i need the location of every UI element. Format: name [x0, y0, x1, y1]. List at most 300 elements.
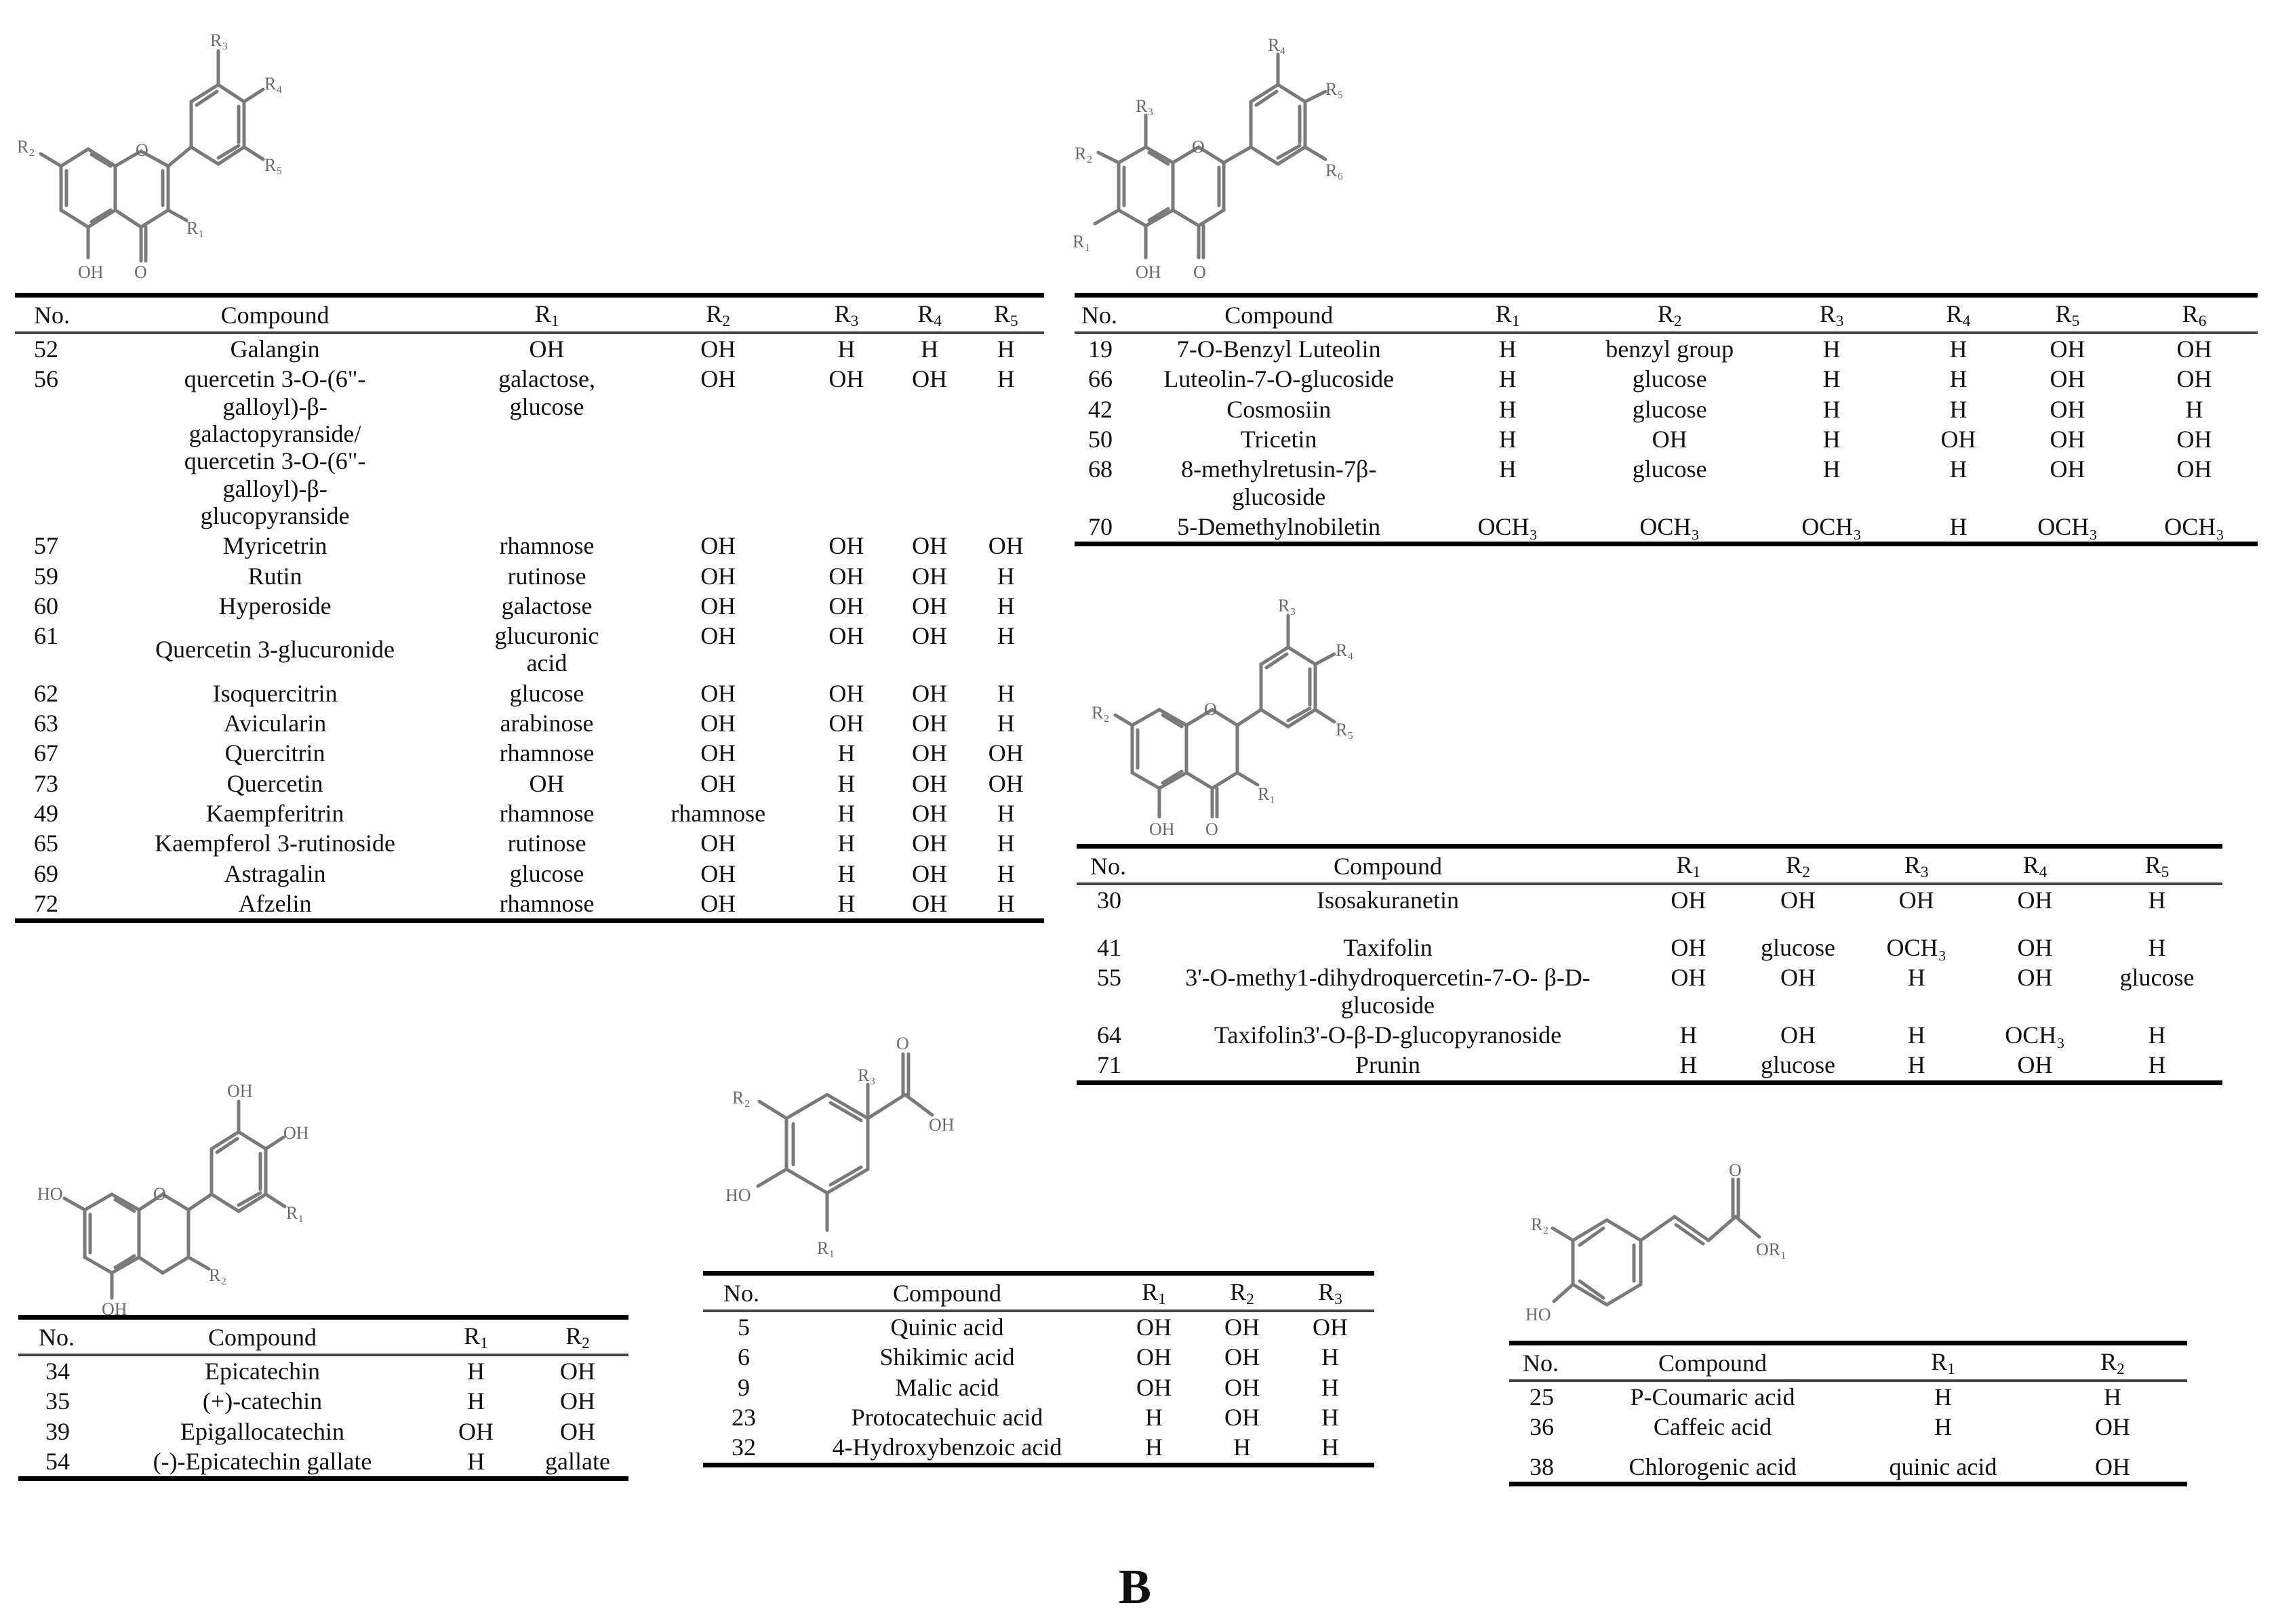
cell-compound: Astragalin [224, 859, 326, 887]
cell-r2: OH [700, 830, 736, 857]
cell-compound: Tricetin [1240, 425, 1317, 453]
table-row [1509, 1381, 2187, 1412]
cell-r6: OH [2176, 455, 2212, 483]
header-compound: Compound [1333, 852, 1442, 880]
cell-r5: OH [2050, 395, 2085, 423]
ring-oxygen-label: O [1192, 137, 1205, 157]
figure-label: B [1119, 1560, 1152, 1614]
table-header-row [703, 1274, 1374, 1312]
header-no: No. [1090, 852, 1126, 880]
cell-no: 62 [34, 679, 58, 707]
r1-label: R₁ [286, 1203, 304, 1223]
cell-no: 32 [732, 1434, 756, 1461]
cell-r2: OCH₃ [1639, 512, 1700, 540]
cell-r4: H [1949, 395, 1967, 423]
cell-no: 67 [34, 739, 58, 767]
table-header-row [1075, 296, 2258, 333]
flavanone-table [1077, 844, 2222, 1085]
cell-r1: H [1679, 1021, 1698, 1049]
or1-label: OR₁ [1756, 1240, 1787, 1259]
cell-r6: OH [2176, 425, 2212, 453]
header-r2: $R_2$ [1230, 1278, 1254, 1308]
catechin-table [18, 1315, 628, 1481]
cell-compound: Shikimic acid [879, 1343, 1015, 1371]
cell-r4: OH [912, 679, 948, 707]
cell-compound: Chlorogenic acid [1628, 1453, 1797, 1480]
cell-r2: OH [1224, 1343, 1260, 1371]
cell-r3: H [1321, 1403, 1339, 1431]
header-r1: $R_1$ [534, 300, 559, 330]
cell-r1: galactose [501, 592, 593, 620]
cell-r4: OH [912, 889, 948, 917]
table-row [1075, 424, 2258, 454]
table-row [1509, 1412, 2187, 1442]
cell-r5: H [997, 592, 1015, 620]
cell-r2: glucose [1761, 1051, 1836, 1079]
cell-r1: rutinose [507, 562, 586, 590]
cell-r3: H [1321, 1373, 1339, 1401]
table-row [1075, 364, 2258, 394]
cell-r6: OH [2176, 336, 2212, 363]
table-row [1075, 394, 2258, 424]
oh-para-label: OH [283, 1123, 309, 1143]
table-header-row [15, 296, 1044, 333]
cell-no: 65 [34, 830, 58, 857]
r2-label: R₂ [209, 1265, 227, 1285]
cell-compound: Rutin [247, 562, 302, 590]
cell-no: 60 [34, 592, 58, 620]
header-no: No. [723, 1279, 759, 1307]
cell-r5: H [997, 679, 1015, 707]
cell-no: 23 [732, 1403, 756, 1431]
cell-r2: glucose [1632, 365, 1707, 393]
oh-top-label: OH [227, 1081, 253, 1101]
cell-r2: H [1233, 1434, 1251, 1461]
r4-label: R₄ [1336, 641, 1354, 660]
cell-r4: OH [912, 622, 948, 650]
cell-r1: OH [529, 769, 565, 797]
cell-r2: glucose [1761, 934, 1836, 962]
cell-r3: H [1822, 395, 1841, 423]
cell-compound: Quercitrin [224, 739, 325, 767]
cell-r1: arabinose [500, 710, 594, 737]
cell-r2: H [2104, 1383, 2121, 1411]
header-r1: $R_1$ [464, 1322, 488, 1352]
table-row [15, 769, 1044, 798]
cell-r4: OH [912, 769, 948, 797]
table-row [703, 1402, 1374, 1432]
cell-no: 71 [1097, 1051, 1121, 1079]
header-r4: $R_4$ [1946, 300, 1971, 330]
cell-no: 52 [34, 336, 58, 363]
header-r5: $R_5$ [2144, 851, 2170, 881]
cell-r1: H [1145, 1434, 1163, 1461]
r1-label: R₁ [1073, 232, 1091, 251]
cell-r1: OCH₃ [1477, 512, 1538, 540]
cell-no: 64 [1097, 1021, 1121, 1049]
cell-r5: H [997, 622, 1015, 650]
cell-r1: H [1498, 455, 1517, 483]
r1-label: R₁ [1258, 784, 1276, 804]
catechin-structure [20, 1044, 427, 1315]
table-row [15, 621, 1044, 678]
cell-r6: OCH₃ [2164, 512, 2224, 540]
keto-oxygen-label: O [1193, 262, 1206, 282]
cell-no: 68 [1088, 455, 1113, 483]
cell-r1: H [1679, 1051, 1698, 1079]
cell-no: 35 [45, 1387, 70, 1415]
flavanone-skeleton-icon [1085, 583, 1464, 840]
table-row [1077, 962, 2222, 1020]
r4-label: R₄ [1268, 35, 1286, 55]
cell-compound: Isoquercitrin [212, 679, 338, 707]
cell-r1: H [467, 1387, 485, 1415]
ho-label: HO [725, 1185, 751, 1205]
table-row [703, 1342, 1374, 1372]
cell-compound: Galangin [230, 336, 320, 363]
cell-r2: benzyl group [1605, 336, 1734, 363]
cell-compound: Cosmosiin [1226, 395, 1332, 423]
cell-r5: H [997, 562, 1015, 590]
r3-label: R₃ [210, 31, 228, 50]
cell-r5: OH [2050, 336, 2085, 363]
cell-r2: rhamnose [671, 800, 766, 828]
cell-compound: Caffeic acid [1653, 1413, 1772, 1441]
flavonol-table [15, 293, 1044, 923]
cell-r2: OH [700, 679, 736, 707]
table-row [15, 591, 1044, 621]
header-r3: $R_3$ [834, 300, 859, 330]
cell-r2: OH [700, 365, 736, 393]
flavonol-structure [14, 14, 366, 285]
header-r3: $R_3$ [1819, 300, 1844, 330]
cell-no: 36 [1530, 1413, 1554, 1441]
r2-label: R₂ [1092, 703, 1110, 723]
table-row [1075, 512, 2258, 544]
cell-r5: OH [2050, 365, 2085, 393]
cell-r2: OH [700, 532, 736, 560]
flavone-structure [1064, 14, 1485, 285]
cell-r2: OH [700, 562, 736, 590]
cell-r1: rhamnose [499, 532, 595, 560]
table-header-row [1077, 847, 2222, 885]
cell-r2: OH [700, 592, 736, 620]
cell-r4: OH [912, 562, 948, 590]
cell-r3: H [1321, 1343, 1339, 1371]
header-compound: Compound [1224, 301, 1334, 329]
header-r2: $R_2$ [706, 300, 731, 330]
cell-r1: H [1145, 1403, 1163, 1431]
cell-compound: Luteolin-7-O-glucoside [1163, 365, 1395, 393]
cell-r2: OH [1780, 887, 1816, 914]
table-row [703, 1432, 1374, 1465]
cell-r2: OH [560, 1387, 595, 1415]
cell-compound: Quercetin [226, 769, 323, 797]
cell-r5: H [997, 800, 1015, 828]
r5-label: R₅ [1336, 720, 1354, 739]
flavonol-skeleton-icon [14, 14, 366, 285]
keto-oxygen-label: O [1205, 819, 1218, 839]
header-r1: $R_1$ [1495, 300, 1520, 330]
cell-no: 54 [45, 1447, 70, 1475]
table-row [15, 333, 1044, 364]
r6-label: R₆ [1325, 161, 1344, 180]
carbonyl-oxygen-label: O [896, 1034, 909, 1053]
table-row [15, 678, 1044, 708]
header-r5: $R_5$ [993, 300, 1018, 330]
catechin-skeleton-icon [20, 1044, 427, 1315]
cell-r5: H [2148, 887, 2166, 914]
cell-r1: glucuronic acid [494, 622, 599, 677]
header-r1: $R_1$ [1676, 851, 1701, 881]
cell-compound: Quercetin 3-glucuronide [155, 636, 395, 664]
cell-r3: H [837, 336, 856, 363]
cell-r2: OH [560, 1417, 595, 1445]
cell-r4: OH [1940, 425, 1976, 453]
cell-r2: OH [1780, 1021, 1816, 1049]
cell-r3: OH [1313, 1314, 1348, 1341]
cell-r3: H [1907, 1051, 1925, 1079]
cell-r4: OH [912, 592, 948, 620]
cell-r2: OH [700, 889, 736, 917]
cell-r3: OH [828, 592, 864, 620]
cell-compound: Taxifolin3'-O-β-D-glucopyranoside [1214, 1021, 1562, 1049]
cell-r4: OH [912, 710, 948, 737]
oh-label: OH [78, 262, 104, 282]
cell-r2: OH [700, 769, 736, 797]
ho-left-label: HO [37, 1184, 63, 1204]
header-r2: $R_2$ [565, 1322, 590, 1352]
r3-label: R₃ [858, 1065, 876, 1085]
r1-label: R₁ [817, 1238, 835, 1258]
cell-no: 34 [45, 1358, 70, 1385]
cell-r2: OH [1224, 1403, 1260, 1431]
cell-no: 49 [34, 800, 58, 828]
cell-r3: H [1822, 365, 1841, 393]
oh-bottom-label: OH [102, 1299, 127, 1315]
cell-r1: H [1498, 395, 1517, 423]
cell-no: 72 [34, 889, 58, 917]
benzoic-acid-structure [698, 1023, 1010, 1267]
cell-r1: OH [458, 1417, 494, 1445]
cell-no: 61 [34, 622, 58, 650]
cell-r3: H [837, 800, 856, 828]
header-r4: $R_4$ [2022, 851, 2047, 881]
r3-label: R₃ [1136, 96, 1154, 116]
cell-no: 5 [738, 1314, 750, 1341]
cell-r4: OH [2017, 887, 2053, 914]
cell-r5: OH [988, 532, 1024, 560]
cell-r2: gallate [545, 1447, 610, 1475]
cell-r5: OH [2050, 455, 2085, 483]
cell-r4: OH [912, 739, 948, 767]
cell-r1: glucose [509, 679, 584, 707]
cell-r2: glucose [1632, 395, 1707, 423]
cell-compound: Isosakuranetin [1317, 887, 1459, 914]
cell-r1: OH [1136, 1314, 1172, 1341]
cell-r1: OH [1136, 1373, 1172, 1401]
cell-compound: Afzelin [238, 889, 312, 917]
r5-label: R₅ [264, 155, 283, 175]
cell-r4: OH [912, 830, 948, 857]
table-row [15, 798, 1044, 828]
cell-compound: Avicularin [223, 710, 327, 737]
table-row [18, 1446, 628, 1479]
cinnamic-acid-skeleton-icon [1519, 1139, 1831, 1342]
ring-oxygen-label: O [153, 1184, 166, 1204]
cell-compound: Hyperoside [218, 592, 332, 620]
cell-r2: OH [700, 739, 736, 767]
ho-label: HO [1525, 1305, 1551, 1324]
table-row [18, 1386, 628, 1416]
cell-r3: OH [828, 710, 864, 737]
cell-compound: Epigallocatechin [180, 1417, 344, 1445]
table-row [15, 561, 1044, 591]
ring-oxygen-label: O [136, 140, 148, 160]
cell-no: 42 [1088, 395, 1113, 423]
cell-r4: OCH₃ [2005, 1021, 2065, 1049]
cell-r3: OH [828, 679, 864, 707]
carbonyl-oxygen-label: O [1729, 1160, 1742, 1180]
cell-r1: rhamnose [499, 739, 595, 767]
cell-no: 69 [34, 859, 58, 887]
cell-r4: H [1949, 512, 1967, 540]
cell-r1: rutinose [507, 830, 586, 857]
keto-oxygen-label: O [134, 262, 147, 282]
cell-r4: OH [2017, 934, 2053, 962]
benzoic-acid-skeleton-icon [698, 1023, 1010, 1267]
flavone-table [1075, 293, 2258, 546]
cell-r1: rhamnose [499, 889, 595, 917]
cell-r1: OH [1671, 887, 1706, 914]
cell-r5: H [997, 710, 1015, 737]
table-row [15, 531, 1044, 561]
r2-label: R₂ [1075, 144, 1093, 163]
r4-label: R₄ [264, 74, 283, 94]
cell-no: 56 [34, 365, 58, 393]
cell-no: 30 [1097, 887, 1121, 914]
cell-r3: H [1822, 336, 1841, 363]
cell-r1: glucose [509, 859, 584, 887]
cell-r3: OCH₃ [1886, 934, 1947, 962]
cell-r2: OH [2095, 1413, 2130, 1441]
cell-r6: H [2185, 395, 2203, 423]
table-row [1077, 884, 2222, 933]
header-compound: Compound [207, 1323, 317, 1351]
cell-no: 38 [1530, 1453, 1554, 1480]
cell-no: 59 [34, 562, 58, 590]
cell-compound: Taxifolin [1343, 934, 1433, 962]
cell-r4: H [1949, 336, 1967, 363]
cell-r1: H [1934, 1413, 1952, 1441]
table-row [703, 1373, 1374, 1402]
cell-r3: H [1822, 455, 1841, 483]
table-header-row [18, 1318, 628, 1356]
cell-r1: H [467, 1358, 485, 1385]
cell-r1: OH [1671, 934, 1706, 962]
cell-r3: OH [828, 562, 864, 590]
cell-compound: Quinic acid [890, 1314, 1004, 1341]
table-row [1075, 333, 2258, 364]
cell-r3: OH [828, 622, 864, 650]
cell-no: 41 [1097, 934, 1121, 962]
oh-label: OH [1136, 262, 1161, 282]
cell-r3: H [837, 830, 856, 857]
cell-r2: OH [560, 1358, 595, 1385]
r5-label: R₅ [1325, 79, 1344, 99]
cell-r3: H [1907, 964, 1925, 992]
flavanone-structure [1085, 583, 1464, 840]
header-r6: $R_6$ [2182, 300, 2207, 330]
cell-no: 39 [45, 1417, 70, 1445]
cell-no: 63 [34, 710, 58, 737]
cell-r2: OH [1224, 1373, 1260, 1401]
cinnamic-acid-table [1509, 1341, 2187, 1486]
cell-compound: Malic acid [895, 1373, 999, 1401]
table-header-row [1509, 1343, 2187, 1381]
header-r4: $R_4$ [917, 300, 942, 330]
cell-r2: OH [1224, 1314, 1260, 1341]
cell-r3: H [837, 739, 856, 767]
cell-r4: H [921, 336, 939, 363]
cell-r4: OH [912, 365, 948, 393]
table-row [703, 1311, 1374, 1342]
cell-compound: (-)-Epicatechin gallate [153, 1447, 372, 1475]
header-no: No. [1081, 301, 1117, 329]
cell-no: 50 [1088, 425, 1113, 453]
table-row [1077, 1020, 2222, 1050]
cell-compound: Protocatechuic acid [851, 1403, 1043, 1431]
cell-r1: quinic acid [1889, 1453, 1997, 1480]
cell-r2: OH [700, 710, 736, 737]
cell-r2: OH [700, 336, 736, 363]
cell-no: 9 [738, 1373, 750, 1401]
cell-compound: Epicatechin [205, 1358, 320, 1385]
r2-label: R₂ [1531, 1215, 1549, 1234]
cell-r2: OH [2095, 1453, 2130, 1480]
oh-label: OH [1149, 819, 1175, 839]
cell-compound: 8-methylretusin-7β-glucoside [1181, 455, 1377, 510]
r1-label: R₁ [186, 218, 205, 238]
cell-r6: OH [2176, 365, 2212, 393]
cell-r2: OH [1780, 964, 1816, 992]
header-no: No. [1523, 1349, 1559, 1377]
cell-r5: OH [2050, 425, 2085, 453]
cell-no: 19 [1088, 336, 1113, 363]
cell-no: 73 [34, 769, 58, 797]
cell-compound: (+)-catechin [202, 1387, 323, 1415]
cell-r5: H [2148, 1021, 2166, 1049]
cell-r5: H [997, 830, 1015, 857]
cell-compound: quercetin 3-O-(6"-galloyl)-β-galactopyranside/ quercetin 3-O-(6"-galloyl)-β-glucopyranside [184, 365, 366, 529]
cell-r1: H [1498, 336, 1517, 363]
cell-r5: OH [988, 739, 1024, 767]
cell-r5: H [997, 336, 1015, 363]
cell-r4: OH [2017, 964, 2053, 992]
table-row [15, 708, 1044, 738]
cell-compound: Myricetrin [222, 532, 327, 560]
cell-r5: H [2148, 1051, 2166, 1079]
cell-no: 57 [34, 532, 58, 560]
cell-r2: OH [700, 859, 736, 887]
cell-compound: Kaempferol 3-rutinoside [155, 830, 396, 857]
cell-r2: OH [700, 622, 736, 650]
cell-no: 25 [1530, 1383, 1554, 1411]
r2-label: R₂ [17, 137, 35, 157]
cell-r3: OH [828, 532, 864, 560]
cell-r1: H [467, 1447, 485, 1475]
table-row [1075, 454, 2258, 512]
